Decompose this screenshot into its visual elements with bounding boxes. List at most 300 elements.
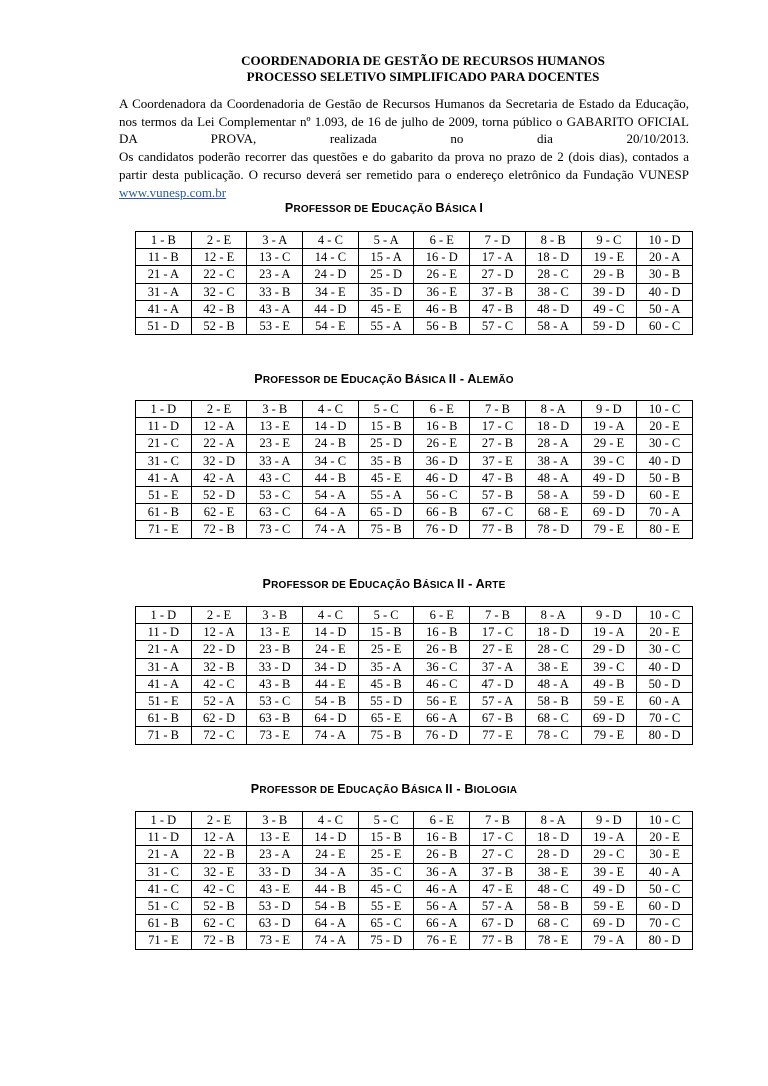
answer-cell: 39 - C: [581, 452, 637, 469]
table-row: [136, 486, 693, 503]
answer-cell: 80 - D: [637, 727, 693, 744]
intro-text: [119, 95, 689, 201]
answer-cell: 12 - E: [191, 249, 247, 266]
answer-cell: 77 - B: [470, 932, 526, 949]
answer-cell: 43 - B: [247, 675, 303, 692]
table-row: [136, 283, 693, 300]
table-row: [136, 418, 693, 435]
answer-cell: 53 - C: [247, 486, 303, 503]
answer-cell: 29 - B: [581, 266, 637, 283]
section-title-4: PROFESSOR DE EDUCAÇÃO BÁSICA II - BIOLOGIA: [250, 782, 518, 796]
answer-cell: 48 - A: [525, 469, 581, 486]
answer-cell: 24 - B: [303, 435, 359, 452]
answer-cell: 79 - A: [581, 932, 637, 949]
answer-cell: 29 - D: [581, 641, 637, 658]
answer-cell: 28 - C: [525, 641, 581, 658]
answer-cell: 38 - E: [525, 658, 581, 675]
answer-cell: 23 - E: [247, 435, 303, 452]
answer-cell: 74 - A: [303, 727, 359, 744]
answer-cell: 75 - D: [358, 932, 414, 949]
answer-cell: 54 - A: [303, 486, 359, 503]
answer-cell: 12 - A: [191, 829, 247, 846]
answer-cell: 24 - E: [303, 641, 359, 658]
answer-cell: 71 - E: [136, 521, 192, 538]
answer-cell: 38 - C: [525, 283, 581, 300]
answer-cell: 39 - E: [581, 863, 637, 880]
answer-cell: 27 - D: [470, 266, 526, 283]
answer-cell: 56 - A: [414, 897, 470, 914]
table-row: [136, 317, 693, 334]
answer-cell: 37 - B: [470, 283, 526, 300]
answer-cell: 27 - C: [470, 846, 526, 863]
answer-cell: 34 - C: [303, 452, 359, 469]
answer-cell: 77 - E: [470, 727, 526, 744]
answer-cell: 53 - C: [247, 692, 303, 709]
answer-cell: 35 - B: [358, 452, 414, 469]
answer-cell: 17 - C: [470, 418, 526, 435]
answer-cell: 55 - D: [358, 692, 414, 709]
answer-cell: 73 - C: [247, 521, 303, 538]
answer-cell: 34 - A: [303, 863, 359, 880]
answer-cell: 53 - E: [247, 317, 303, 334]
answer-cell: 71 - B: [136, 727, 192, 744]
answer-cell: 27 - E: [470, 641, 526, 658]
answer-cell: 59 - D: [581, 486, 637, 503]
answer-cell: 69 - D: [581, 710, 637, 727]
answer-cell: 50 - D: [637, 675, 693, 692]
answer-cell: 22 - D: [191, 641, 247, 658]
answer-cell: 52 - B: [191, 317, 247, 334]
answer-cell: 41 - A: [136, 469, 192, 486]
answer-cell: 62 - E: [191, 504, 247, 521]
answer-cell: 49 - B: [581, 675, 637, 692]
answer-cell: 45 - B: [358, 675, 414, 692]
answer-cell: 6 - E: [414, 812, 470, 829]
answer-cell: 5 - C: [358, 812, 414, 829]
answer-cell: 74 - A: [303, 521, 359, 538]
answer-cell: 66 - B: [414, 504, 470, 521]
answer-cell: 48 - D: [525, 300, 581, 317]
answer-cell: 4 - C: [303, 232, 359, 249]
answer-cell: 31 - C: [136, 863, 192, 880]
answer-cell: 10 - C: [637, 401, 693, 418]
answer-cell: 22 - B: [191, 846, 247, 863]
answer-cell: 2 - E: [191, 232, 247, 249]
answer-cell: 2 - E: [191, 401, 247, 418]
answer-cell: 40 - D: [637, 452, 693, 469]
answer-cell: 69 - D: [581, 504, 637, 521]
header-line-1: COORDENADORIA DE GESTÃO DE RECURSOS HUMANOS: [241, 53, 605, 68]
answer-cell: 18 - D: [525, 249, 581, 266]
intro-paragraph-1: A Coordenadora da Coordenadoria de Gestão de Recursos Humanos da Secretaria de Estado da Educação, nos termos da Lei Complementar nº 1.093, de 16 de julho de 2009, torna público o GABARITO OFICIAL DA PROVA, realizada no dia 20/10/2013.: [119, 96, 689, 147]
table-row: [136, 829, 693, 846]
answer-cell: 67 - D: [470, 915, 526, 932]
answer-cell: 30 - E: [637, 846, 693, 863]
answer-cell: 39 - C: [581, 658, 637, 675]
answer-cell: 58 - B: [525, 897, 581, 914]
answer-cell: 9 - C: [581, 232, 637, 249]
answer-cell: 27 - B: [470, 435, 526, 452]
answer-cell: 16 - B: [414, 624, 470, 641]
answer-cell: 57 - B: [470, 486, 526, 503]
answer-cell: 21 - A: [136, 641, 192, 658]
answer-cell: 10 - C: [637, 607, 693, 624]
answer-cell: 12 - A: [191, 418, 247, 435]
answer-cell: 23 - B: [247, 641, 303, 658]
answer-cell: 5 - C: [358, 401, 414, 418]
answer-cell: 3 - B: [247, 607, 303, 624]
answer-cell: 76 - E: [414, 932, 470, 949]
answer-cell: 25 - E: [358, 846, 414, 863]
answer-cell: 44 - E: [303, 675, 359, 692]
answer-cell: 79 - E: [581, 521, 637, 538]
answer-cell: 1 - D: [136, 401, 192, 418]
answer-cell: 22 - A: [191, 435, 247, 452]
answer-cell: 1 - B: [136, 232, 192, 249]
answer-cell: 5 - C: [358, 607, 414, 624]
answer-cell: 35 - C: [358, 863, 414, 880]
answer-cell: 50 - B: [637, 469, 693, 486]
answer-cell: 75 - B: [358, 727, 414, 744]
answer-cell: 20 - E: [637, 418, 693, 435]
answer-cell: 33 - D: [247, 658, 303, 675]
answer-cell: 24 - E: [303, 846, 359, 863]
table-row: [136, 897, 693, 914]
answer-table-4: [135, 811, 693, 950]
answer-cell: 44 - B: [303, 880, 359, 897]
answer-cell: 80 - D: [637, 932, 693, 949]
answer-cell: 17 - C: [470, 829, 526, 846]
answer-cell: 78 - C: [525, 727, 581, 744]
section-title-3: PROFESSOR DE EDUCAÇÃO BÁSICA II - ARTE: [262, 577, 506, 591]
answer-cell: 63 - D: [247, 915, 303, 932]
answer-cell: 45 - E: [358, 469, 414, 486]
answer-cell: 38 - E: [525, 863, 581, 880]
table-row: [136, 401, 693, 418]
answer-cell: 4 - C: [303, 401, 359, 418]
answer-cell: 79 - E: [581, 727, 637, 744]
answer-cell: 20 - E: [637, 829, 693, 846]
answer-cell: 36 - A: [414, 863, 470, 880]
answer-cell: 78 - E: [525, 932, 581, 949]
answer-cell: 49 - D: [581, 880, 637, 897]
answer-cell: 61 - B: [136, 915, 192, 932]
answer-cell: 13 - E: [247, 829, 303, 846]
answer-cell: 9 - D: [581, 812, 637, 829]
answer-cell: 48 - A: [525, 675, 581, 692]
answer-cell: 15 - B: [358, 418, 414, 435]
answer-cell: 64 - D: [303, 710, 359, 727]
answer-cell: 50 - C: [637, 880, 693, 897]
answer-cell: 72 - B: [191, 521, 247, 538]
answer-cell: 36 - D: [414, 452, 470, 469]
answer-cell: 68 - C: [525, 915, 581, 932]
answer-cell: 3 - B: [247, 812, 303, 829]
answer-cell: 50 - A: [637, 300, 693, 317]
answer-cell: 34 - D: [303, 658, 359, 675]
table-row: [136, 658, 693, 675]
answer-cell: 7 - B: [470, 812, 526, 829]
answer-cell: 45 - E: [358, 300, 414, 317]
answer-cell: 70 - C: [637, 915, 693, 932]
answer-cell: 57 - A: [470, 692, 526, 709]
answer-cell: 32 - E: [191, 863, 247, 880]
answer-cell: 6 - E: [414, 607, 470, 624]
answer-cell: 54 - B: [303, 692, 359, 709]
table-row: [136, 727, 693, 744]
answer-cell: 9 - D: [581, 607, 637, 624]
answer-cell: 9 - D: [581, 401, 637, 418]
answer-cell: 59 - E: [581, 692, 637, 709]
answer-cell: 46 - B: [414, 300, 470, 317]
answer-cell: 21 - A: [136, 846, 192, 863]
answer-cell: 23 - A: [247, 846, 303, 863]
answer-cell: 62 - D: [191, 710, 247, 727]
answer-cell: 18 - D: [525, 624, 581, 641]
answer-cell: 60 - E: [637, 486, 693, 503]
answer-cell: 22 - C: [191, 266, 247, 283]
answer-cell: 41 - C: [136, 880, 192, 897]
answer-table-1: [135, 231, 693, 335]
answer-cell: 20 - E: [637, 624, 693, 641]
answer-cell: 80 - E: [637, 521, 693, 538]
answer-cell: 57 - C: [470, 317, 526, 334]
table-row: [136, 266, 693, 283]
answer-cell: 14 - D: [303, 418, 359, 435]
answer-cell: 66 - A: [414, 915, 470, 932]
answer-cell: 15 - B: [358, 624, 414, 641]
answer-cell: 30 - C: [637, 435, 693, 452]
answer-cell: 15 - B: [358, 829, 414, 846]
answer-cell: 47 - B: [470, 469, 526, 486]
answer-cell: 14 - D: [303, 829, 359, 846]
answer-cell: 31 - A: [136, 658, 192, 675]
answer-cell: 51 - E: [136, 692, 192, 709]
answer-cell: 76 - D: [414, 521, 470, 538]
answer-cell: 32 - B: [191, 658, 247, 675]
answer-cell: 23 - A: [247, 266, 303, 283]
answer-cell: 55 - A: [358, 317, 414, 334]
answer-cell: 60 - D: [637, 897, 693, 914]
answer-cell: 53 - D: [247, 897, 303, 914]
answer-cell: 42 - C: [191, 880, 247, 897]
answer-cell: 25 - D: [358, 266, 414, 283]
answer-cell: 44 - D: [303, 300, 359, 317]
answer-cell: 30 - B: [637, 266, 693, 283]
answer-cell: 58 - B: [525, 692, 581, 709]
table-row: [136, 300, 693, 317]
answer-cell: 2 - E: [191, 812, 247, 829]
answer-cell: 40 - A: [637, 863, 693, 880]
answer-cell: 52 - A: [191, 692, 247, 709]
answer-cell: 6 - E: [414, 401, 470, 418]
answer-cell: 52 - B: [191, 897, 247, 914]
answer-cell: 74 - A: [303, 932, 359, 949]
answer-cell: 32 - D: [191, 452, 247, 469]
answer-cell: 63 - B: [247, 710, 303, 727]
answer-cell: 7 - D: [470, 232, 526, 249]
table-row: [136, 812, 693, 829]
answer-cell: 71 - E: [136, 932, 192, 949]
answer-cell: 49 - C: [581, 300, 637, 317]
answer-cell: 7 - B: [470, 607, 526, 624]
answer-cell: 8 - A: [525, 607, 581, 624]
table-row: [136, 624, 693, 641]
answer-cell: 18 - D: [525, 418, 581, 435]
answer-cell: 15 - A: [358, 249, 414, 266]
answer-cell: 32 - C: [191, 283, 247, 300]
answer-cell: 65 - E: [358, 710, 414, 727]
answer-cell: 25 - D: [358, 435, 414, 452]
answer-cell: 5 - A: [358, 232, 414, 249]
answer-cell: 40 - D: [637, 283, 693, 300]
answer-cell: 54 - E: [303, 317, 359, 334]
table-row: [136, 232, 693, 249]
table-row: [136, 641, 693, 658]
answer-cell: 17 - A: [470, 249, 526, 266]
table-row: [136, 607, 693, 624]
answer-cell: 2 - E: [191, 607, 247, 624]
answer-cell: 38 - A: [525, 452, 581, 469]
answer-cell: 11 - D: [136, 418, 192, 435]
answer-cell: 45 - C: [358, 880, 414, 897]
header-line-2: PROCESSO SELETIVO SIMPLIFICADO PARA DOCENTES: [246, 69, 600, 84]
answer-cell: 61 - B: [136, 504, 192, 521]
answer-cell: 61 - B: [136, 710, 192, 727]
section-title-2: PROFESSOR DE EDUCAÇÃO BÁSICA II - ALEMÃO: [254, 372, 514, 386]
answer-cell: 60 - C: [637, 317, 693, 334]
answer-cell: 3 - B: [247, 401, 303, 418]
answer-cell: 56 - B: [414, 317, 470, 334]
answer-cell: 56 - C: [414, 486, 470, 503]
answer-cell: 58 - A: [525, 486, 581, 503]
answer-cell: 18 - D: [525, 829, 581, 846]
answer-cell: 49 - D: [581, 469, 637, 486]
answer-cell: 73 - E: [247, 932, 303, 949]
answer-cell: 43 - C: [247, 469, 303, 486]
answer-cell: 31 - C: [136, 452, 192, 469]
answer-cell: 8 - B: [525, 232, 581, 249]
answer-cell: 48 - C: [525, 880, 581, 897]
answer-cell: 41 - A: [136, 675, 192, 692]
answer-cell: 73 - E: [247, 727, 303, 744]
answer-cell: 40 - D: [637, 658, 693, 675]
answer-cell: 59 - D: [581, 317, 637, 334]
answer-cell: 55 - E: [358, 897, 414, 914]
answer-cell: 67 - B: [470, 710, 526, 727]
answer-cell: 60 - A: [637, 692, 693, 709]
answer-cell: 69 - D: [581, 915, 637, 932]
answer-cell: 13 - E: [247, 624, 303, 641]
answer-cell: 43 - A: [247, 300, 303, 317]
answer-cell: 63 - C: [247, 504, 303, 521]
answer-cell: 26 - B: [414, 846, 470, 863]
answer-cell: 67 - C: [470, 504, 526, 521]
answer-cell: 77 - B: [470, 521, 526, 538]
answer-cell: 57 - A: [470, 897, 526, 914]
answer-cell: 64 - A: [303, 915, 359, 932]
answer-cell: 14 - C: [303, 249, 359, 266]
answer-cell: 25 - E: [358, 641, 414, 658]
answer-cell: 8 - A: [525, 401, 581, 418]
table-row: [136, 692, 693, 709]
table-row: [136, 452, 693, 469]
answer-cell: 31 - A: [136, 283, 192, 300]
answer-cell: 10 - C: [637, 812, 693, 829]
answer-cell: 1 - D: [136, 607, 192, 624]
answer-cell: 34 - E: [303, 283, 359, 300]
answer-cell: 37 - A: [470, 658, 526, 675]
answer-cell: 1 - D: [136, 812, 192, 829]
answer-cell: 51 - E: [136, 486, 192, 503]
answer-cell: 8 - A: [525, 812, 581, 829]
answer-cell: 68 - E: [525, 504, 581, 521]
answer-cell: 13 - E: [247, 418, 303, 435]
answer-cell: 51 - C: [136, 897, 192, 914]
answer-cell: 16 - B: [414, 418, 470, 435]
answer-cell: 11 - B: [136, 249, 192, 266]
answer-cell: 42 - A: [191, 469, 247, 486]
table-row: [136, 435, 693, 452]
table-row: [136, 880, 693, 897]
answer-cell: 33 - A: [247, 452, 303, 469]
answer-cell: 12 - A: [191, 624, 247, 641]
answer-cell: 46 - A: [414, 880, 470, 897]
answer-cell: 16 - D: [414, 249, 470, 266]
answer-cell: 51 - D: [136, 317, 192, 334]
answer-cell: 28 - D: [525, 846, 581, 863]
answer-cell: 65 - D: [358, 504, 414, 521]
answer-cell: 55 - A: [358, 486, 414, 503]
answer-cell: 11 - D: [136, 829, 192, 846]
answer-cell: 36 - E: [414, 283, 470, 300]
answer-cell: 39 - D: [581, 283, 637, 300]
answer-cell: 26 - B: [414, 641, 470, 658]
answer-cell: 47 - D: [470, 675, 526, 692]
table-row: [136, 932, 693, 949]
answer-cell: 54 - B: [303, 897, 359, 914]
answer-table-3: [135, 606, 693, 745]
answer-cell: 44 - B: [303, 469, 359, 486]
answer-cell: 28 - C: [525, 266, 581, 283]
answer-cell: 19 - E: [581, 249, 637, 266]
answer-table-2: [135, 400, 693, 539]
answer-cell: 14 - D: [303, 624, 359, 641]
answer-cell: 21 - A: [136, 266, 192, 283]
answer-cell: 62 - C: [191, 915, 247, 932]
answer-cell: 43 - E: [247, 880, 303, 897]
table-row: [136, 710, 693, 727]
table-row: [136, 249, 693, 266]
answer-cell: 7 - B: [470, 401, 526, 418]
table-row: [136, 469, 693, 486]
vunesp-link[interactable]: www.vunesp.com.br: [119, 184, 227, 200]
table-row: [136, 846, 693, 863]
answer-cell: 29 - C: [581, 846, 637, 863]
answer-cell: 33 - D: [247, 863, 303, 880]
answer-cell: 20 - A: [637, 249, 693, 266]
answer-cell: 10 - D: [637, 232, 693, 249]
table-row: [136, 521, 693, 538]
answer-cell: 19 - A: [581, 418, 637, 435]
section-title-1: PROFESSOR DE EDUCAÇÃO BÁSICA I: [284, 201, 484, 215]
table-row: [136, 504, 693, 521]
answer-cell: 70 - C: [637, 710, 693, 727]
table-row: [136, 675, 693, 692]
answer-cell: 16 - B: [414, 829, 470, 846]
answer-cell: 33 - B: [247, 283, 303, 300]
answer-cell: 36 - C: [414, 658, 470, 675]
